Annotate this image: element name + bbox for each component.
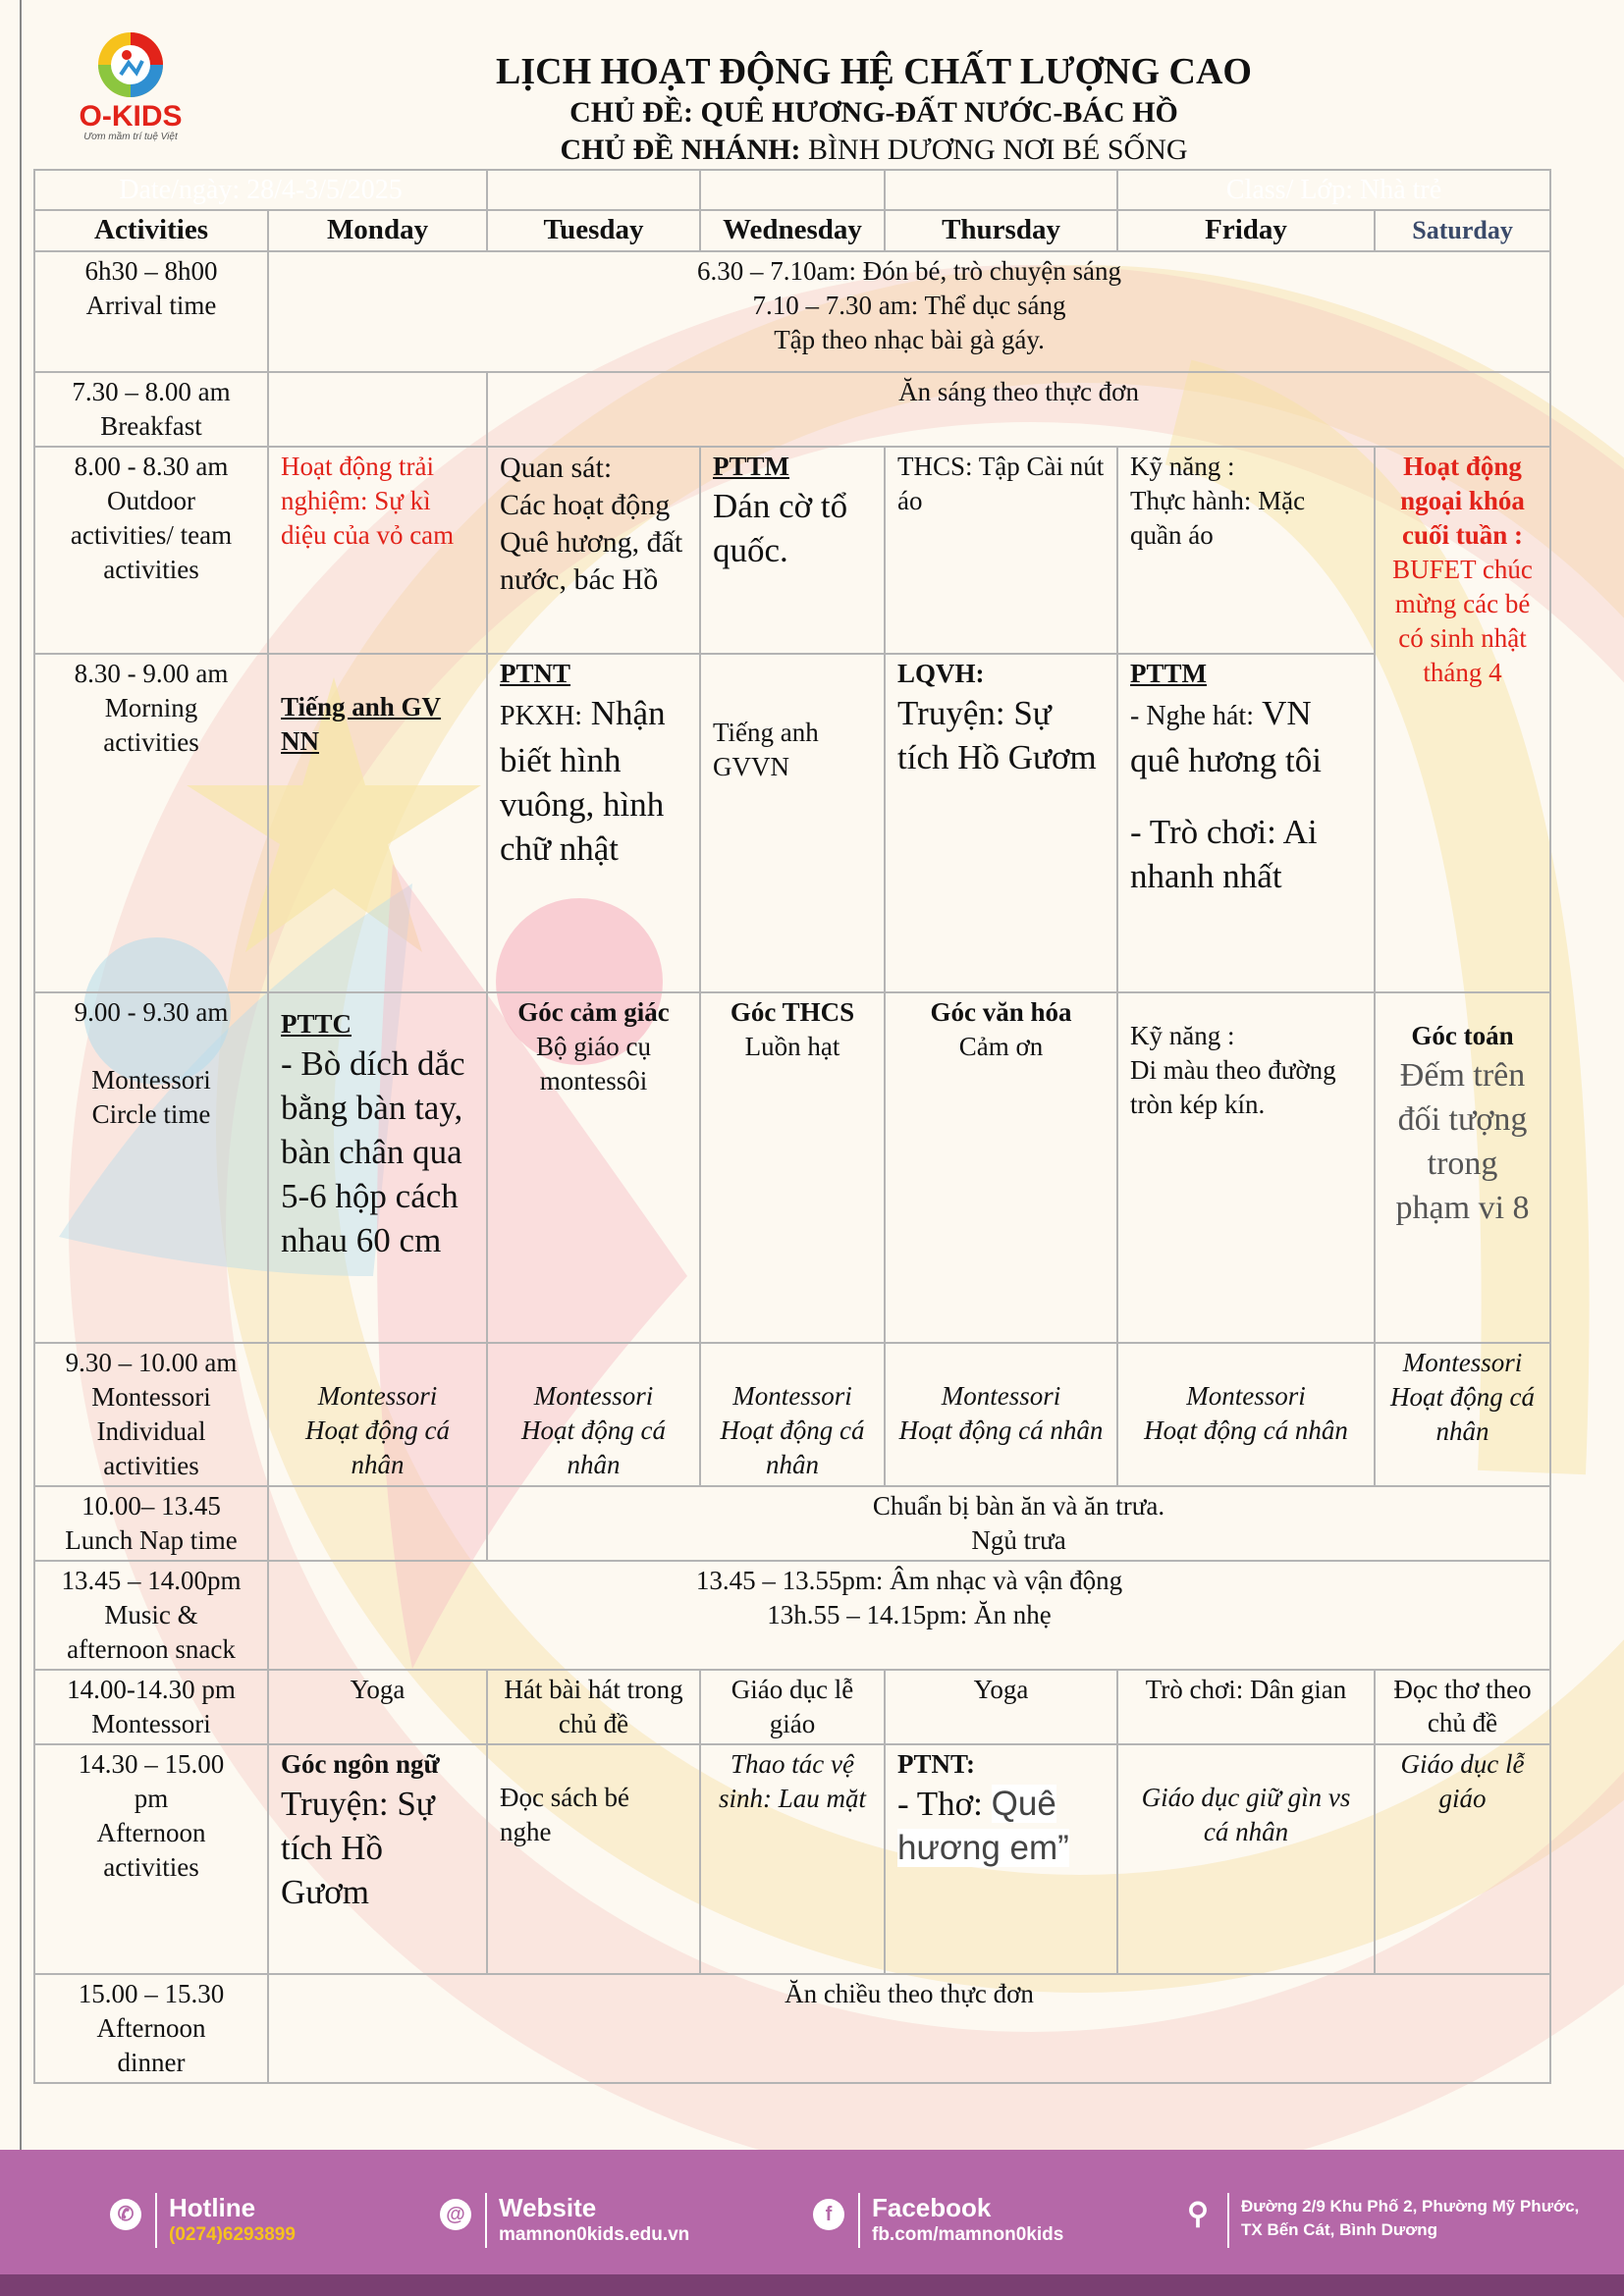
cell-line: Hoạt động cá nhân [305,1415,450,1479]
individual-thursday [885,1343,1117,1486]
lunch-time [34,1486,268,1561]
footer-separator [858,2193,860,2248]
spacer [47,1030,255,1063]
cell-line: Quan sát: [500,452,613,484]
time-line: 6h30 – 8h00 [84,256,218,286]
arrival-row [34,251,1550,372]
cell-line: Truyện: Sự tích Hồ Gươm [897,694,1097,776]
time-line: 9.00 - 9.30 am [74,997,229,1027]
cell-subject: Góc toán [1411,1021,1514,1050]
time-line: activities [103,727,199,757]
time-line: Montessori [91,1065,211,1095]
header-tuesday: Tuesday [487,210,700,251]
cell-line: Các hoạt động Quê hương, đất nước, bác Hồ [500,489,683,596]
at-sign-icon: @ [440,2199,471,2230]
time-line: Morning [104,693,198,722]
header-wednesday: Wednesday [700,210,885,251]
cell-prefix: PKXH: [500,701,583,731]
cell-subject: Góc văn hóa [930,997,1072,1027]
time-line: pm [134,1784,169,1813]
morning-wednesday [700,654,885,992]
footer-separator [1227,2193,1229,2248]
time-line: activities/ team [70,520,233,550]
page-title: LỊCH HOẠT ĐỘNG HỆ CHẤT LƯỢNG CAO [496,51,1252,92]
music-row [34,1561,1550,1670]
time-line: 13.45 – 14.00pm [61,1566,242,1595]
extracurricular-detail: BUFET chúc mừng các bé có sinh nhật tháng 4 [1392,555,1533,687]
cell-line: Hoạt động cá nhân [521,1415,666,1479]
cell-subject: Góc cảm giác [517,997,670,1027]
time-line: Circle time [91,1099,211,1129]
left-border-line [20,0,22,2150]
circle-time [34,992,268,1343]
lunch-row [34,1486,1550,1561]
spacer [1130,1346,1362,1379]
time-line: 15.00 – 15.30 [78,1979,225,2008]
cell-line: Montessori [1402,1348,1523,1377]
header-saturday: Saturday [1375,210,1550,251]
facebook-label: Facebook [872,2193,992,2222]
dinner-content: Ăn chiều theo thực đơn [268,1974,1550,2083]
time-line: Breakfast [100,411,202,441]
pm-friday: Trò chơi: Dân gian [1117,1670,1375,1744]
breakfast-content: Ăn sáng theo thực đơn [487,372,1550,447]
morning-thursday [885,654,1117,992]
cell-line: Montessori [941,1381,1061,1411]
subtopic-value: BÌNH DƯƠNG NƠI BÉ SỐNG [807,133,1188,166]
pm-saturday: Đọc thơ theo chủ đề [1375,1670,1550,1744]
empty-header-cell [700,170,885,210]
footer-bottom-strip [0,2274,1624,2296]
time-line: Afternoon [96,1818,206,1847]
afternoon-row [34,1744,1550,1974]
date-cell: Date/ngày: 28/4-3/5/2025 [34,170,487,210]
lunch-content [487,1486,1550,1561]
header-monday: Monday [268,210,487,251]
cell-line: Montessori [732,1381,852,1411]
afternoon-tuesday [487,1744,700,1974]
individual-friday [1117,1343,1375,1486]
time-line: dinner [117,2048,186,2077]
pm-thursday: Yoga [885,1670,1117,1744]
pm-monday: Yoga [268,1670,487,1744]
empty-header-cell [885,170,1117,210]
subtopic [295,132,1453,169]
address-text [1241,2195,1579,2242]
hotline-number[interactable]: (0274)6293899 [169,2224,296,2245]
cell-line: Dán cờ tổ quốc. [713,487,848,569]
cell-line: Kỹ năng : [1130,1021,1235,1050]
arrival-content [268,251,1550,372]
outdoor-monday: Hoạt động trải nghiệm: Sự kì diệu của vỏ cam [268,447,487,654]
morning-monday [268,654,487,992]
time-line: Montessori [91,1709,211,1738]
individual-tuesday [487,1343,700,1486]
cell-line: Nhận biết hình vuông, hình chữ nhật [500,694,666,868]
time-line: 10.00– 13.45 [81,1491,221,1521]
time-line: Outdoor [107,486,195,515]
cell-prefix: - Thơ: [897,1785,983,1823]
cell-line: Hoạt động cá nhân [720,1415,865,1479]
header-friday: Friday [1117,210,1375,251]
cell-prefix: - Nghe hát: [1130,701,1254,731]
cell-subject: LQVH: [897,659,985,688]
music-time [34,1561,268,1670]
content-line: 6.30 – 7.10am: Đón bé, trò chuyện sáng [697,256,1121,286]
circle-monday [268,992,487,1343]
spacer [500,1747,687,1781]
dinner-row [34,1974,1550,2083]
circle-saturday [1375,992,1550,1343]
cell-line: Di màu theo đường tròn kép kín. [1130,1055,1336,1119]
circle-friday [1117,992,1375,1343]
cell-subject: Tiếng anh GV NN [281,692,442,756]
spacer [281,657,474,690]
content-line: Tập theo nhạc bài gà gáy. [774,325,1045,354]
spacer [281,1346,474,1379]
cell-subject: Góc THCS [730,997,855,1027]
cell-line: Thực hành: Mặc quần áo [1130,486,1306,550]
saturday-extracurricular [1375,447,1550,992]
day-header-row [34,210,1550,251]
cell-line: Hoạt động cá nhân [1390,1382,1536,1446]
brand-slogan: Ươm mầm trí tuệ Việt [83,132,178,142]
cell-line: Kỹ năng : [1130,452,1235,481]
time-line: 14.30 – 15.00 [78,1749,225,1779]
cell-line: - Trò chơi: Ai nhanh nhất [1130,813,1318,895]
time-line: activities [103,1852,199,1882]
cell-line: Hoạt động cá nhân [898,1415,1104,1445]
time-line: afternoon snack [67,1634,236,1664]
schedule-table [33,169,1551,2084]
cell-subject: Góc ngôn ngữ [281,1749,440,1779]
circle-wednesday [700,992,885,1343]
hotline-label: Hotline [169,2193,256,2222]
outdoor-thursday: THCS: Tập Cài nút áo [885,447,1117,654]
breakfast-time [34,372,268,447]
cell-line: - Bò dích dắc bằng bàn tay, bàn chân qua 5-6 hộp cách nhau 60 cm [281,1044,465,1259]
spacer [713,657,872,716]
location-pin-icon: ⚲ [1187,2198,1209,2230]
cell-line: Montessori [1186,1381,1306,1411]
outdoor-friday [1117,447,1375,654]
circle-tuesday [487,992,700,1343]
afternoon-thursday [885,1744,1117,1974]
individual-saturday [1375,1343,1550,1486]
outdoor-time [34,447,268,654]
cell-subject: PTNT [500,659,571,688]
spacer [897,1346,1105,1379]
cell-subject: PTTC [281,1009,352,1039]
content-line: Chuẩn bị bàn ăn và ăn trưa. [872,1491,1165,1521]
individual-monday [268,1343,487,1486]
afternoon-friday [1117,1744,1375,1974]
cell-line: Montessori [533,1381,654,1411]
individual-time [34,1343,268,1486]
afternoon-time [34,1744,268,1974]
cell-subject: PTTM [713,452,790,481]
cell-line: Bộ giáo cụ montessôi [536,1032,651,1095]
logo-emblem-icon [91,29,170,100]
cell-line: Montessori [317,1381,438,1411]
time-line: activities [103,1451,199,1480]
website-label: Website [499,2193,597,2222]
pm-montessori-row [34,1670,1550,1744]
address-line: Đường 2/9 Khu Phố 2, Phường Mỹ Phước, [1241,2197,1580,2216]
header-activities: Activities [34,210,268,251]
cell-line: VN quê hương tôi [1130,694,1322,779]
time-line: Lunch Nap time [65,1525,238,1555]
time-line: 9.30 – 10.00 am [65,1348,238,1377]
o-kids-logo [73,29,189,147]
spacer [281,995,474,1007]
time-line: 7.30 – 8.00 am [72,377,231,406]
cell-line: Đọc sách bé nghe [500,1783,629,1846]
pm-montessori-time [34,1670,268,1744]
afternoon-wednesday: Thao tác vệ sinh: Lau mặt [700,1744,885,1974]
header-titles [295,49,1453,169]
subtopic-label: CHỦ ĐỀ NHÁNH: [560,133,801,166]
pm-tuesday: Hát bài hát trong chủ đề [487,1670,700,1744]
time-line: activities [103,555,199,584]
spacer [1387,995,1538,1019]
content-line: Ngủ trưa [971,1525,1066,1555]
content-line: 13.45 – 13.55pm: Âm nhạc và vận động [695,1566,1123,1595]
website-link[interactable]: mamnon0kids.edu.vn [499,2224,690,2245]
outdoor-row [34,447,1550,654]
cell-subject: PTNT: [897,1749,976,1779]
topic: CHỦ ĐỀ: QUÊ HƯƠNG-ĐẤT NƯỚC-BÁC HỒ [569,96,1178,129]
cell-subject: PTTM [1130,659,1208,688]
class-cell: Class/ Lớp: Nhà trẻ [1117,170,1550,210]
time-line: 8.30 - 9.00 am [74,659,229,688]
extracurricular-title: Hoạt động ngoại khóa cuối tuần : [1400,452,1525,550]
address-line: TX Bến Cát, Bình Dương [1241,2220,1438,2239]
breakfast-row [34,372,1550,447]
afternoon-monday [268,1744,487,1974]
poem-title: Quê hương em” [897,1785,1069,1867]
morning-time [34,654,268,992]
afternoon-saturday: Giáo dục lễ giáo [1375,1744,1550,1974]
footer-separator [155,2193,157,2248]
cell-line: Tiếng anh GVVN [713,718,819,781]
morning-tuesday [487,654,700,992]
spacer [1130,995,1362,1019]
cell-line: Cảm ơn [958,1032,1044,1061]
time-line: 8.00 - 8.30 am [74,452,229,481]
cell-line: Luồn hạt [744,1032,840,1061]
spacer [1130,1747,1362,1781]
spacer [713,1346,872,1379]
content-line: 7.10 – 7.30 am: Thể dục sáng [752,291,1066,320]
time-line: Music & [104,1600,198,1629]
dinner-time [34,1974,268,2083]
outdoor-wednesday [700,447,885,654]
empty-header-cell [487,170,700,210]
circle-thursday [885,992,1117,1343]
time-line: 14.00-14.30 pm [67,1675,236,1704]
footer-separator [485,2193,487,2248]
cell-line: Đếm trên đối tượng trong phạm vi 8 [1395,1057,1530,1226]
phone-icon: ✆ [110,2199,141,2230]
spacer [500,1346,687,1379]
date-class-row [34,170,1550,210]
individual-wednesday [700,1343,885,1486]
content-line: 13h.55 – 14.15pm: Ăn nhẹ [767,1600,1052,1629]
pm-wednesday: Giáo dục lễ giáo [700,1670,885,1744]
time-line: Afternoon [96,2013,206,2043]
time-line: Individual [96,1416,206,1446]
morning-row [34,654,1550,992]
lunch-monday-empty [268,1486,487,1561]
breakfast-monday-empty [268,372,487,447]
brand-name: O-KIDS [79,100,183,133]
morning-friday [1117,654,1375,992]
facebook-link[interactable]: fb.com/mamnon0kids [872,2224,1064,2245]
time-line: Arrival time [85,291,217,320]
outdoor-tuesday [487,447,700,654]
arrival-time [34,251,268,372]
cell-line: Truyện: Sự tích Hồ Gươm [281,1785,435,1911]
circle-row [34,992,1550,1343]
header-thursday: Thursday [885,210,1117,251]
individual-row [34,1343,1550,1486]
cell-line: Hoạt động cá nhân [1144,1415,1348,1445]
time-line: Montessori [91,1382,211,1412]
footer [0,2150,1624,2296]
spacer [1130,782,1362,810]
cell-line: Giáo dục giữ gìn vs cá nhân [1141,1783,1351,1846]
facebook-icon: f [813,2199,844,2230]
music-content [268,1561,1550,1670]
